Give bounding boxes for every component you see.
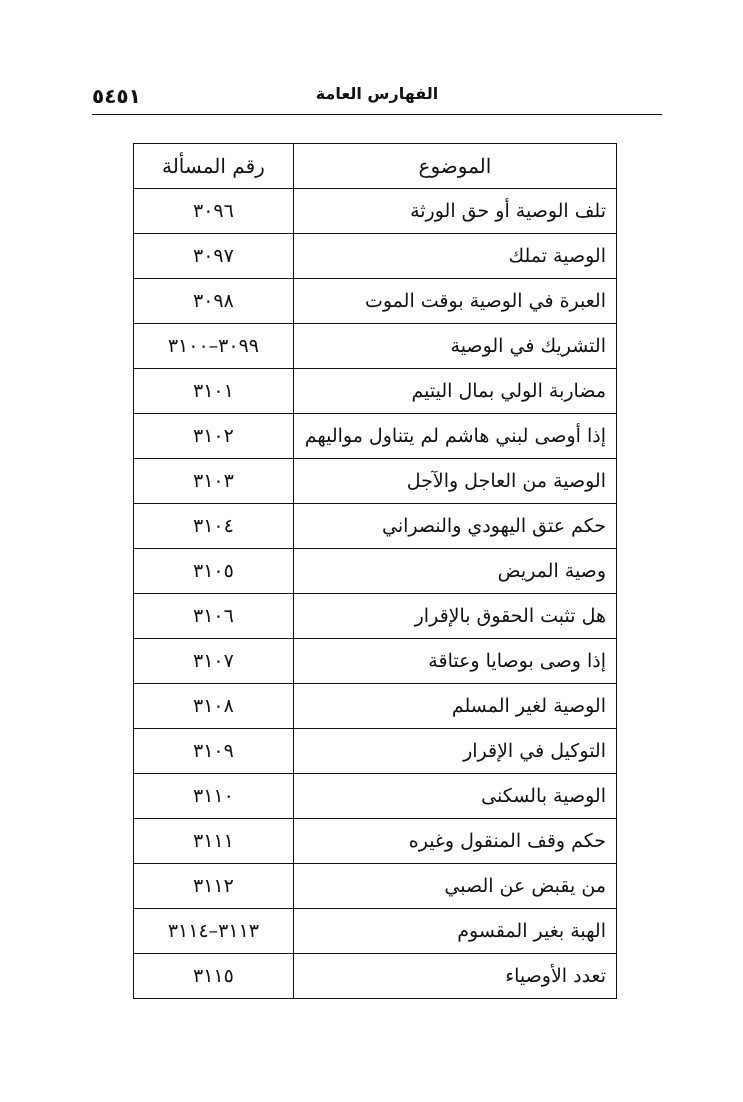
row-topic: هل تثبت الحقوق بالإقرار: [293, 594, 616, 639]
row-topic: إذا أوصى لبني هاشم لم يتناول مواليهم: [293, 414, 616, 459]
table-row: [134, 369, 617, 414]
row-topic: التوكيل في الإقرار: [293, 729, 616, 774]
row-topic: الوصية تملك: [293, 234, 616, 279]
row-number: ٣١١٠: [134, 774, 294, 819]
row-topic: الوصية بالسكنى: [293, 774, 616, 819]
table-row: [134, 774, 617, 819]
row-number: ٣١٠٤: [134, 504, 294, 549]
row-number: ٣١٠٣: [134, 459, 294, 504]
row-topic: الوصية لغير المسلم: [293, 684, 616, 729]
row-number: ٣١٠٦: [134, 594, 294, 639]
row-number: ٣١٠٥: [134, 549, 294, 594]
table-row: [134, 684, 617, 729]
row-topic: تلف الوصية أو حق الورثة: [293, 189, 616, 234]
table-row: [134, 414, 617, 459]
row-number: ٣١١٢: [134, 864, 294, 909]
table-row: [134, 459, 617, 504]
row-topic: الهبة بغير المقسوم: [293, 909, 616, 954]
table-row: [134, 324, 617, 369]
table-row: [134, 729, 617, 774]
table-row: [134, 279, 617, 324]
row-number: ٣١١٥: [134, 954, 294, 999]
row-topic: التشريك في الوصية: [293, 324, 616, 369]
table-row: [134, 909, 617, 954]
table-header-row: [134, 144, 617, 189]
table-row: [134, 864, 617, 909]
row-topic: تعدد الأوصياء: [293, 954, 616, 999]
row-number: ٣١٠١: [134, 369, 294, 414]
row-topic: من يقبض عن الصبي: [293, 864, 616, 909]
row-number: ٣١٠٨: [134, 684, 294, 729]
row-number: ٣١٠٧: [134, 639, 294, 684]
index-table: [133, 143, 617, 999]
row-number: ٣٠٩٨: [134, 279, 294, 324]
table-row: [134, 234, 617, 279]
table-row: [134, 549, 617, 594]
table-row: [134, 504, 617, 549]
row-number: ٣١٠٢: [134, 414, 294, 459]
row-topic: حكم وقف المنقول وغيره: [293, 819, 616, 864]
row-number: ٣٠٩٧: [134, 234, 294, 279]
column-header-number: رقم المسألة: [134, 144, 294, 189]
row-number: ٣٠٩٦: [134, 189, 294, 234]
row-topic: مضاربة الولي بمال اليتيم: [293, 369, 616, 414]
table-row: [134, 594, 617, 639]
row-topic: إذا وصى بوصايا وعتاقة: [293, 639, 616, 684]
row-topic: الوصية من العاجل والآجل: [293, 459, 616, 504]
table-row: [134, 639, 617, 684]
page-number: ٥٤٥١: [92, 84, 141, 108]
page-title: الفهارس العامة: [315, 84, 439, 103]
page-header: [92, 80, 662, 115]
table-row: [134, 819, 617, 864]
row-topic: وصية المريض: [293, 549, 616, 594]
row-number: ٣٠٩٩–٣١٠٠: [134, 324, 294, 369]
column-header-topic: الموضوع: [293, 144, 616, 189]
row-topic: العبرة في الوصية بوقت الموت: [293, 279, 616, 324]
table-row: [134, 189, 617, 234]
row-number: ٣١٠٩: [134, 729, 294, 774]
row-number: ٣١١٣–٣١١٤: [134, 909, 294, 954]
table-row: [134, 954, 617, 999]
row-number: ٣١١١: [134, 819, 294, 864]
row-topic: حكم عتق اليهودي والنصراني: [293, 504, 616, 549]
